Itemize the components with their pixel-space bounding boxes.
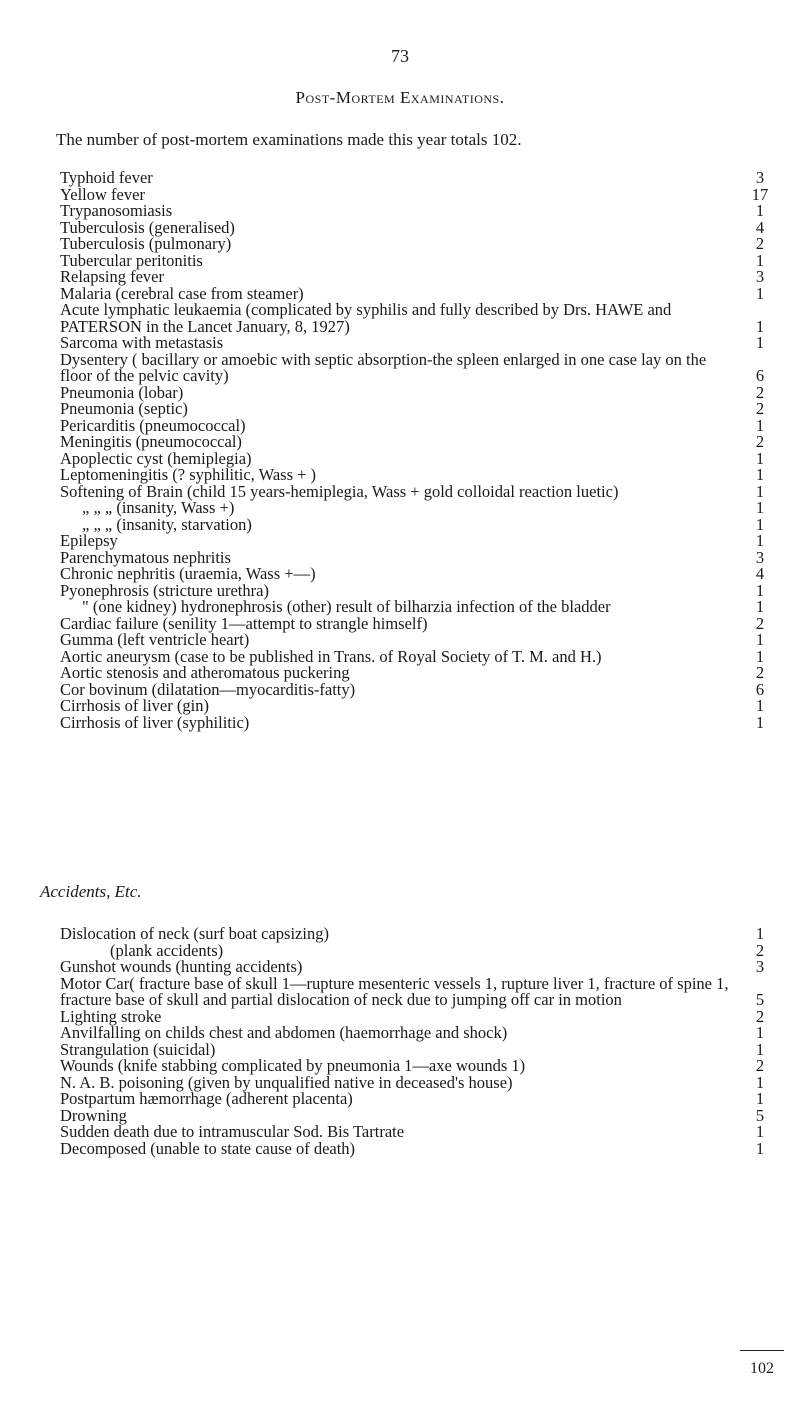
- cause-label: Tuberculosis (generalised): [60, 217, 235, 237]
- cause-label: Tubercular peritonitis: [60, 250, 203, 270]
- accident-count: 1: [755, 1122, 765, 1141]
- accident-count: 1: [755, 1138, 765, 1158]
- cause-label: Cor bovinum (dilatation—myocarditis-fatty): [60, 679, 356, 699]
- cause-count: 1: [755, 514, 765, 534]
- causes-list: [60, 170, 775, 731]
- cause-label: Aortic stenosis and atheromatous puckering: [60, 663, 350, 682]
- cause-count: 2: [755, 663, 765, 682]
- cause-count: 6: [755, 366, 765, 385]
- accident-count: 5: [755, 1105, 765, 1125]
- cause-label: Leptomeningitis (? syphilitic, Wass + ): [60, 465, 317, 484]
- list-item: [60, 302, 775, 335]
- accidents-list: [60, 926, 775, 1157]
- accident-label: Sudden death due to intramuscular Sod. Bis Tartrate: [60, 1122, 405, 1141]
- cause-label: Tuberculosis (pulmonary): [60, 234, 232, 253]
- accident-count: 1: [755, 1023, 765, 1042]
- cause-count: 1: [755, 283, 765, 303]
- cause-count: 4: [755, 217, 765, 237]
- cause-count: 1: [755, 333, 765, 352]
- page-title: Post-Mortem Examinations.: [295, 88, 505, 107]
- cause-count: 3: [755, 168, 765, 187]
- accident-label: Strangulation (suicidal): [60, 1039, 216, 1059]
- accident-label: Anvilfalling on childs chest and abdomen (haemorrhage and shock): [60, 1023, 508, 1042]
- cause-label: Acute lymphatic leukaemia (complicated by syphilis and fully described by Drs. HAWE and PATERSON in the Lancet January, 8, 1927): [60, 300, 672, 336]
- accident-label: N. A. B. poisoning (given by unqualified native in deceased's house): [60, 1072, 513, 1092]
- cause-count: 2: [755, 613, 765, 633]
- cause-count: 1: [755, 465, 765, 484]
- cause-label: „ „ „ (insanity, Wass +): [82, 498, 235, 517]
- accident-label: Wounds (knife stabbing complicated by pneumonia 1—axe wounds 1): [60, 1056, 526, 1075]
- cause-label: Meningitis (pneumococcal): [60, 432, 242, 451]
- accident-label: Gunshot wounds (hunting accidents): [60, 957, 303, 976]
- accident-label: Motor Car( fracture base of skull 1—rupture mesenteric vessels 1, rupture liver 1, fracture of spine 1, fracture base of skull and partial dislocation of neck due to jumping off car in motion: [60, 973, 729, 1009]
- cause-count: 1: [755, 646, 765, 666]
- accident-count: 1: [755, 1089, 765, 1108]
- cause-count: 1: [755, 250, 765, 270]
- cause-label: „ „ „ (insanity, starvation): [82, 514, 252, 534]
- cause-count: 1: [755, 712, 765, 732]
- cause-count: 17: [751, 184, 769, 204]
- cause-label: Pericarditis (pneumococcal): [60, 415, 246, 435]
- cause-count: 1: [755, 696, 765, 715]
- cause-count: 4: [755, 564, 765, 583]
- cause-count: 1: [755, 630, 765, 649]
- cause-label: Pyonephrosis (stricture urethra): [60, 580, 269, 600]
- cause-label: Relapsing fever: [60, 267, 165, 286]
- list-item: [60, 712, 775, 732]
- cause-label: Cirrhosis of liver (syphilitic): [60, 712, 250, 732]
- accident-count: 1: [755, 1072, 765, 1092]
- accident-count: 2: [755, 940, 765, 960]
- cause-count: 1: [755, 448, 765, 468]
- accident-count: 1: [755, 924, 765, 943]
- cause-count: 2: [755, 234, 765, 253]
- cause-count: 3: [755, 267, 765, 286]
- cause-label: Cirrhosis of liver (gin): [60, 696, 209, 715]
- accident-count: 3: [755, 957, 765, 976]
- cause-count: 2: [755, 399, 765, 418]
- accident-count: 2: [755, 1056, 765, 1075]
- list-item: [60, 170, 775, 187]
- total-value: 102: [750, 1360, 774, 1377]
- intro-text: The number of post-mortem examinations made this year totals 102.: [56, 130, 522, 149]
- list-item: [60, 1091, 775, 1108]
- list-item: [60, 1138, 775, 1158]
- page-number: 73: [391, 46, 409, 66]
- cause-label: Epilepsy: [60, 531, 118, 550]
- accident-count: 5: [755, 990, 765, 1009]
- cause-label: Yellow fever: [60, 184, 145, 204]
- cause-count: 1: [755, 201, 765, 220]
- cause-count: 2: [755, 382, 765, 402]
- cause-label: Gumma (left ventricle heart): [60, 630, 250, 649]
- cause-count: 1: [755, 316, 765, 336]
- list-item: [60, 349, 775, 385]
- accident-label: (plank accidents): [110, 940, 224, 960]
- cause-label: Dysentery ( bacillary or amoebic with septic absorption-the spleen enlarged in one case lay on the floor of the pelvic cavity): [60, 349, 707, 385]
- cause-label: Trypanosomiasis: [60, 201, 173, 220]
- cause-label: Parenchymatous nephritis: [60, 547, 231, 567]
- cause-count: 1: [755, 580, 765, 600]
- cause-count: 6: [755, 679, 765, 699]
- cause-count: 1: [755, 531, 765, 550]
- cause-count: 1: [755, 415, 765, 435]
- cause-count: 1: [755, 597, 765, 616]
- cause-label: Typhoid fever: [60, 168, 153, 187]
- cause-label: Aortic aneurysm (case to be published in Trans. of Royal Society of T. M. and H.): [60, 646, 602, 666]
- cause-count: 1: [755, 498, 765, 517]
- accidents-heading: Accidents, Etc.: [40, 882, 142, 901]
- cause-label: Sarcoma with metastasis: [60, 333, 224, 352]
- cause-count: 3: [755, 547, 765, 567]
- accident-count: 1: [755, 1039, 765, 1059]
- list-item: [60, 514, 775, 534]
- cause-label: Malaria (cerebral case from steamer): [60, 283, 304, 303]
- cause-count: 1: [755, 481, 765, 501]
- cause-label: " (one kidney) hydronephrosis (other) result of bilharzia infection of the bladder: [82, 597, 611, 616]
- cause-label: Apoplectic cyst (hemiplegia): [60, 448, 252, 468]
- list-item: [60, 973, 775, 1009]
- cause-count: 2: [755, 432, 765, 451]
- accident-label: Drowning: [60, 1105, 127, 1125]
- accident-count: 2: [755, 1006, 765, 1026]
- cause-label: Pneumonia (septic): [60, 399, 188, 418]
- total-rule: [740, 1350, 784, 1351]
- cause-label: Pneumonia (lobar): [60, 382, 184, 402]
- accident-label: Lighting stroke: [60, 1006, 162, 1026]
- cause-label: Cardiac failure (senility 1—attempt to strangle himself): [60, 613, 428, 633]
- cause-label: Chronic nephritis (uraemia, Wass +—): [60, 564, 316, 583]
- list-item: [60, 250, 775, 270]
- accident-label: Dislocation of neck (surf boat capsizing): [60, 924, 329, 943]
- accident-label: Postpartum hæmorrhage (adherent placenta): [60, 1089, 353, 1108]
- accident-label: Decomposed (unable to state cause of death): [60, 1138, 356, 1158]
- cause-label: Softening of Brain (child 15 years-hemiplegia, Wass + gold colloidal reaction luetic): [60, 481, 619, 501]
